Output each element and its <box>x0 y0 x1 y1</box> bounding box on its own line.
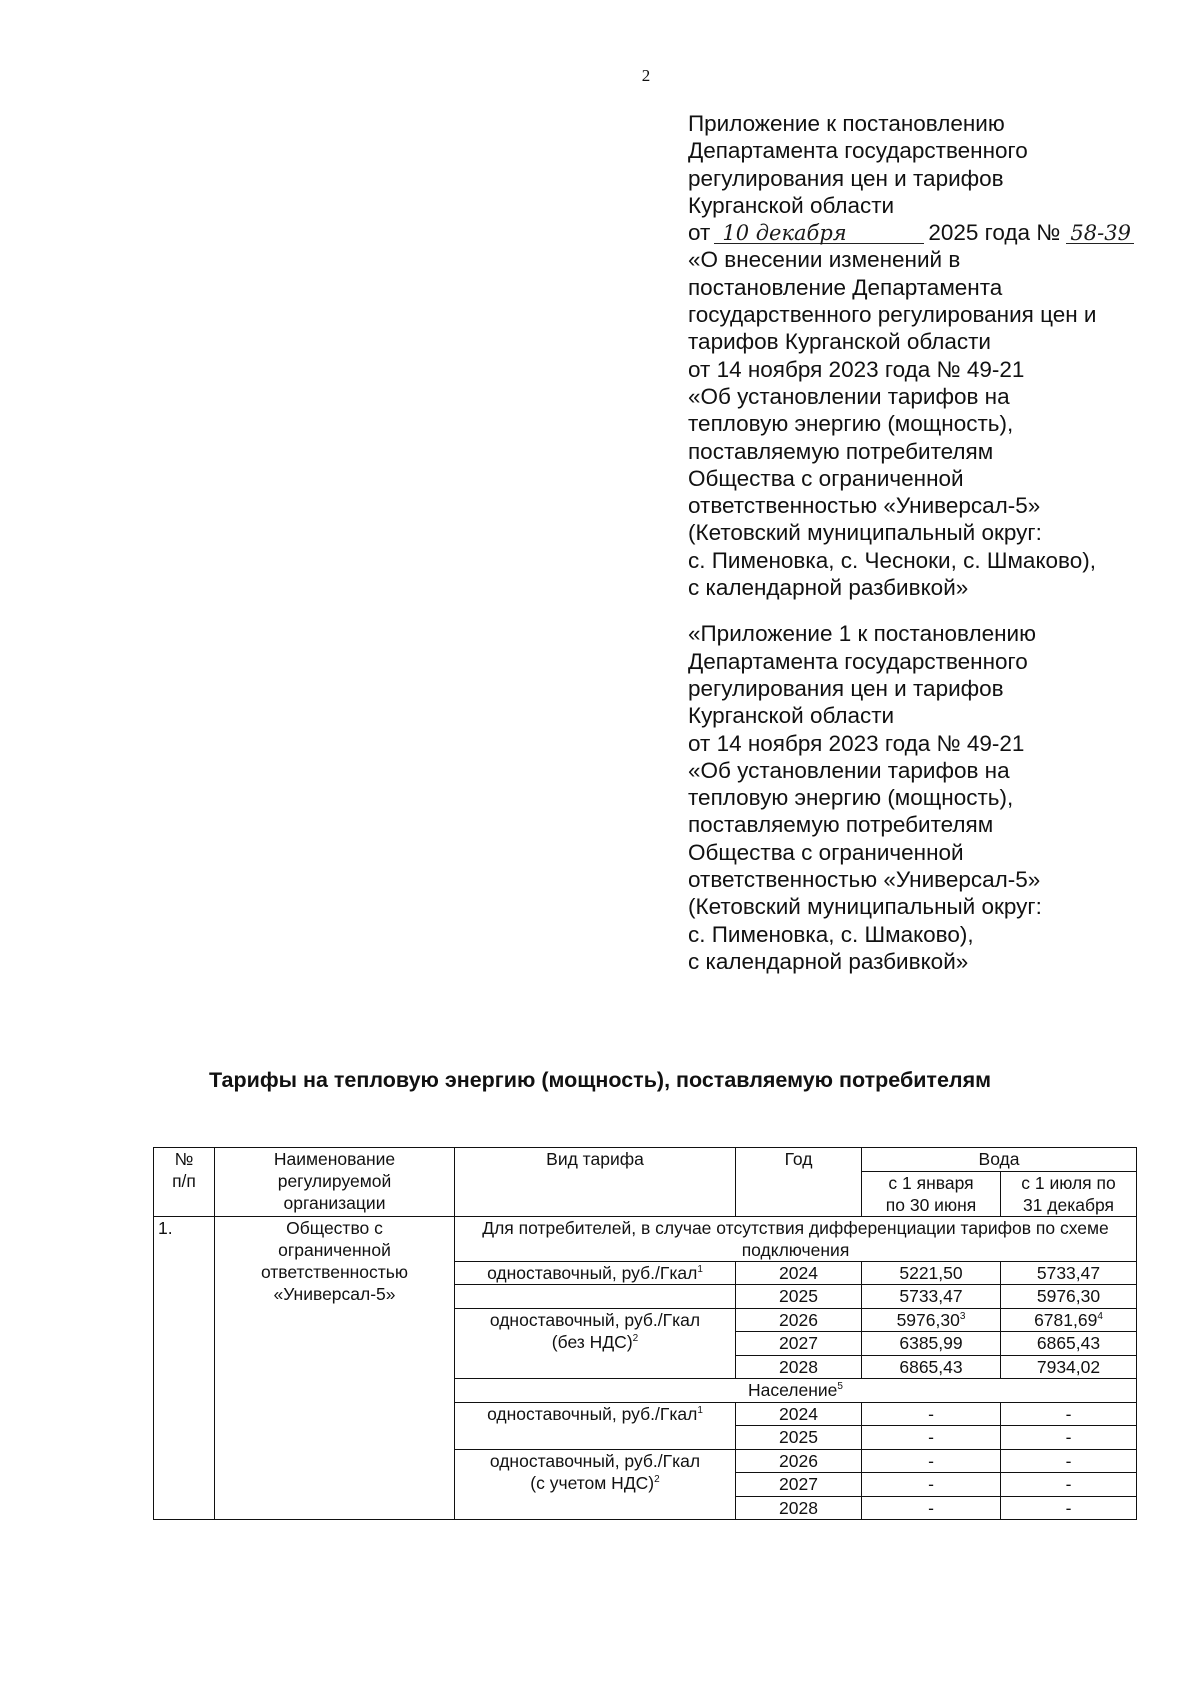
section-title-text: Население <box>748 1380 838 1400</box>
tariff-type-cell <box>455 1402 736 1449</box>
tariff-table <box>153 1147 1137 1520</box>
header-water: Вода <box>862 1148 1137 1172</box>
document-title: Тарифы на тепловую энергию (мощность), поставляемую потребителям <box>208 1068 992 1092</box>
appendix-line: Департамента государственного <box>688 648 1028 674</box>
footnote-mark: 2 <box>654 1473 660 1485</box>
appendix-line: тепловую энергию (мощность), <box>688 785 1014 811</box>
value-cell: 7934,02 <box>1001 1355 1137 1379</box>
value-text: 6781,69 <box>1034 1309 1098 1330</box>
year-text: 2025 года № <box>928 220 1061 246</box>
appendix-line: регулирования цен и тарифов <box>688 165 1004 191</box>
appendix-block-1 <box>688 110 1158 246</box>
appendix-line: регулирования цен и тарифов <box>688 675 1004 701</box>
appendix-line: поставляемую потребителям <box>688 438 994 464</box>
value-cell: - <box>862 1496 1001 1520</box>
value-cell: 5976,30 <box>1001 1285 1137 1309</box>
value-cell: 5733,47 <box>1001 1261 1137 1285</box>
appendix-line: «Об установлении тарифов на <box>688 757 1010 783</box>
tariff-type-label: одноставочный, руб./Гкал <box>487 1262 698 1283</box>
appendix-line: постановление Департамента <box>688 274 1003 300</box>
org-name: Общество с ограниченной ответственностью «Универсал-5» <box>215 1216 455 1520</box>
value-cell <box>1001 1308 1137 1332</box>
date-prefix: от <box>688 220 711 246</box>
tariff-type-cell <box>455 1285 736 1309</box>
appendix-line: «О внесении изменений в <box>688 247 961 273</box>
appendix-block-2 <box>688 246 1158 601</box>
appendix-line: поставляемую потребителям <box>688 812 994 838</box>
footnote-mark: 4 <box>1097 1310 1103 1322</box>
tariff-type-label: одноставочный, руб./Гкал <box>487 1403 698 1424</box>
appendix-line: Приложение к постановлению <box>688 111 1005 136</box>
year-cell: 2026 <box>736 1308 862 1332</box>
footnote-mark: 3 <box>959 1310 966 1322</box>
value-cell: - <box>1001 1449 1137 1473</box>
appendix-line: с календарной разбивкой» <box>688 575 969 601</box>
value-cell: - <box>862 1402 1001 1426</box>
appendix-line: ответственностью «Универсал-5» <box>688 867 1041 893</box>
table-row <box>154 1216 1137 1261</box>
tariff-type-label: одноставочный, руб./Гкал (с учетом НДС) <box>489 1450 701 1493</box>
handwritten-date: 10 декабря <box>714 223 924 244</box>
tariff-type-label: одноставочный, руб./Гкал (без НДС) <box>489 1309 701 1352</box>
appendix-line: Общества с ограниченной <box>688 465 964 491</box>
footnote-mark: 1 <box>697 1263 703 1275</box>
year-cell: 2025 <box>736 1285 862 1309</box>
header-tariff-type: Вид тарифа <box>455 1148 736 1217</box>
value-cell: - <box>1001 1426 1137 1450</box>
year-cell: 2027 <box>736 1332 862 1356</box>
header-org: Наименование регулируемой организации <box>215 1148 455 1217</box>
section-title: Для потребителей, в случае отсутствия дифференциации тарифов по схеме подключения <box>455 1216 1137 1261</box>
section-title <box>455 1379 1137 1403</box>
appendix-line: «Об установлении тарифов на <box>688 383 1010 409</box>
appendix-line: от 14 ноября 2023 года № 49-21 <box>688 356 1025 382</box>
value-cell: - <box>1001 1402 1137 1426</box>
year-cell: 2024 <box>736 1402 862 1426</box>
appendix-line: от 14 ноября 2023 года № 49-21 <box>688 730 1025 756</box>
appendix-block-3 <box>688 620 1158 975</box>
value-cell <box>862 1308 1001 1332</box>
footnote-mark: 5 <box>837 1381 843 1393</box>
value-cell: - <box>862 1426 1001 1450</box>
appendix-header <box>688 110 1158 975</box>
appendix-line: (Кетовский муниципальный округ: <box>688 894 1042 920</box>
tariff-type-cell <box>455 1308 736 1379</box>
header-num: № п/п <box>154 1148 215 1217</box>
footnote-mark: 2 <box>632 1332 639 1344</box>
appendix-line: государственного регулирования цен и <box>688 302 1097 328</box>
appendix-line: ответственностью «Универсал-5» <box>688 493 1041 519</box>
value-cell: - <box>862 1449 1001 1473</box>
appendix-line: (Кетовский муниципальный округ: <box>688 520 1042 546</box>
header-period-1: с 1 января по 30 июня <box>862 1171 1001 1216</box>
date-number-line <box>688 219 1158 246</box>
value-cell: 6385,99 <box>862 1332 1001 1356</box>
year-cell: 2026 <box>736 1449 862 1473</box>
value-cell: 6865,43 <box>862 1355 1001 1379</box>
tariff-type-cell <box>455 1449 736 1520</box>
year-cell: 2027 <box>736 1473 862 1497</box>
year-cell: 2028 <box>736 1496 862 1520</box>
value-cell: - <box>862 1473 1001 1497</box>
row-number: 1. <box>154 1216 215 1520</box>
year-cell: 2028 <box>736 1355 862 1379</box>
appendix-line: с календарной разбивкой» <box>688 948 969 974</box>
footnote-mark: 1 <box>697 1404 703 1416</box>
appendix-line: Общества с ограниченной <box>688 839 964 865</box>
handwritten-number: 58-39 <box>1066 223 1134 244</box>
year-cell: 2025 <box>736 1426 862 1450</box>
appendix-line: Курганской области <box>688 703 895 729</box>
appendix-line: тепловую энергию (мощность), <box>688 411 1014 437</box>
header-period-2: с 1 июля по 31 декабря <box>1001 1171 1137 1216</box>
value-cell: 5221,50 <box>862 1261 1001 1285</box>
value-cell: - <box>1001 1473 1137 1497</box>
value-text: 5976,30 <box>896 1309 960 1330</box>
value-cell: - <box>1001 1496 1137 1520</box>
year-cell: 2024 <box>736 1261 862 1285</box>
appendix-line: Курганской области <box>688 192 895 218</box>
header-year: Год <box>736 1148 862 1217</box>
appendix-line: с. Пименовка, с. Чесноки, с. Шмаково), <box>688 547 1097 573</box>
tariff-type-cell <box>455 1261 736 1285</box>
appendix-line: «Приложение 1 к постановлению <box>688 621 1036 647</box>
page-number: 2 <box>641 66 651 85</box>
value-cell: 6865,43 <box>1001 1332 1137 1356</box>
appendix-line: с. Пименовка, с. Шмаково), <box>688 921 974 947</box>
table-header-row <box>154 1148 1137 1172</box>
appendix-line: Департамента государственного <box>688 138 1028 164</box>
appendix-line: тарифов Курганской области <box>688 329 991 355</box>
value-cell: 5733,47 <box>862 1285 1001 1309</box>
